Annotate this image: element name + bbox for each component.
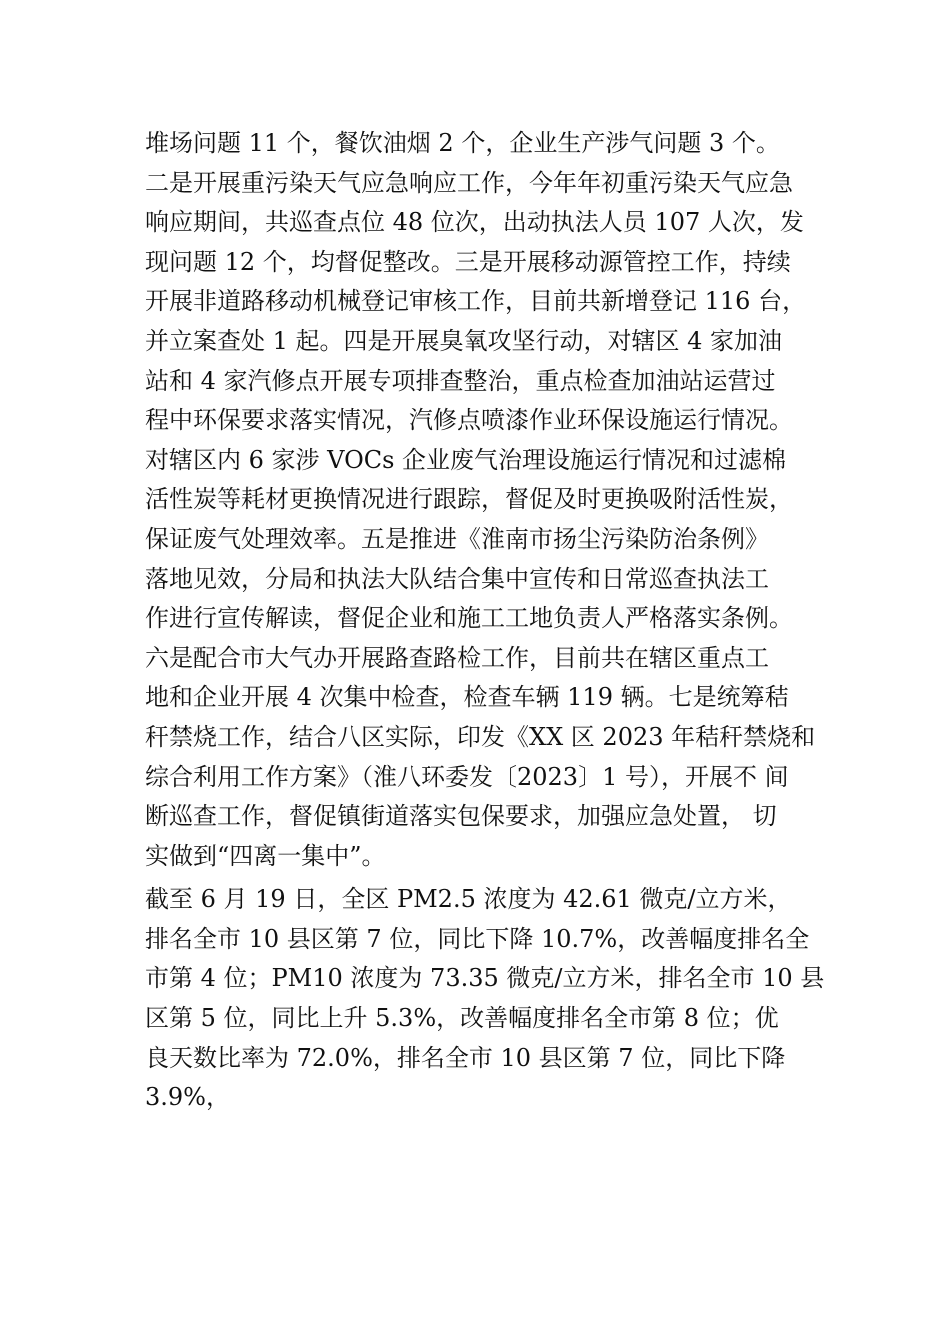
text-line: 3.9%， — [145, 1083, 230, 1112]
paragraph-measures — [145, 124, 845, 876]
text-line: 二是开展重污染天气应急响应工作，今年年初重污染天气应急 — [145, 168, 793, 197]
text-line: 区第 5 位，同比上升 5.3%，改善幅度排名全市第 8 位；优 — [145, 1004, 779, 1033]
text-line: 六是配合市大气办开展路查路检工作，目前共在辖区重点工 — [145, 643, 769, 672]
document-body — [145, 124, 845, 1118]
text-line: 市第 4 位；PM10 浓度为 73.35 微克/立方米，排名全市 10 县 — [145, 964, 825, 993]
text-line: 并立案查处 1 起。四是开展臭氧攻坚行动，对辖区 4 家加油 — [145, 326, 783, 355]
text-line: 现问题 12 个，均督促整改。三是开展移动源管控工作，持续 — [145, 247, 791, 276]
text-line: 堆场问题 11 个，餐饮油烟 2 个，企业生产涉气问题 3 个。 — [145, 129, 780, 157]
text-line: 良天数比率为 72.0%，排名全市 10 县区第 7 位，同比下降 — [145, 1043, 786, 1072]
text-line: 开展非道路移动机械登记审核工作，目前共新增登记 116 台， — [145, 287, 807, 316]
text-line: 断巡查工作，督促镇街道落实包保要求，加强应急处置， 切 — [145, 802, 777, 831]
paragraph-air-quality — [145, 880, 845, 1118]
text-line: 综合利用工作方案》（淮八环委发〔2023〕1 号），开展不 间 — [145, 762, 789, 791]
text-line: 对辖区内 6 家涉 VOCs 企业废气治理设施运行情况和过滤棉 — [145, 445, 787, 474]
text-line: 保证废气处理效率。五是推进《淮南市扬尘污染防治条例》 — [145, 524, 769, 553]
text-line: 程中环保要求落实情况，汽修点喷漆作业环保设施运行情况。 — [145, 406, 793, 435]
text-line: 作进行宣传解读，督促企业和施工工地负责人严格落实条例。 — [145, 604, 793, 633]
text-line: 排名全市 10 县区第 7 位，同比下降 10.7%，改善幅度排名全 — [145, 924, 810, 953]
text-line: 地和企业开展 4 次集中检查，检查车辆 119 辆。七是统筹秸 — [145, 683, 789, 712]
text-line: 站和 4 家汽修点开展专项排查整治，重点检查加油站运营过 — [145, 366, 776, 395]
text-line: 响应期间，共巡查点位 48 位次，出动执法人员 107 人次，发 — [145, 208, 804, 237]
text-line: 落地见效，分局和执法大队结合集中宣传和日常巡查执法工 — [145, 564, 769, 593]
text-line: 截至 6 月 19 日，全区 PM2.5 浓度为 42.61 微克/立方米， — [145, 885, 792, 914]
text-line: 实做到“四离一集中”。 — [145, 841, 386, 870]
text-line: 秆禁烧工作，结合八区实际，印发《XX 区 2023 年秸秆禁烧和 — [145, 722, 816, 751]
text-line: 活性炭等耗材更换情况进行跟踪，督促及时更换吸附活性炭， — [145, 485, 793, 514]
